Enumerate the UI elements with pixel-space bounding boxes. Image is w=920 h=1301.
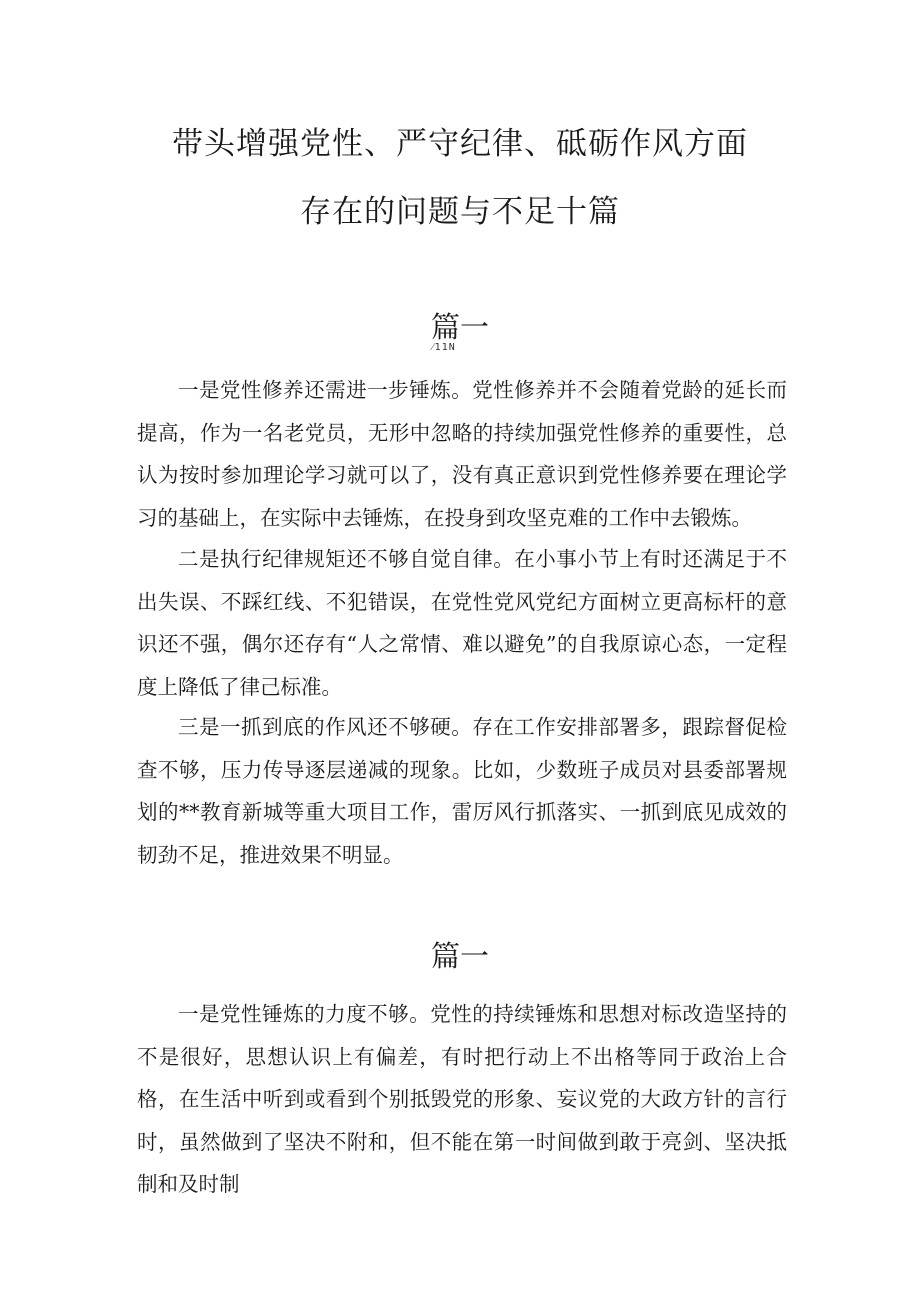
section-2-paragraph-1: 一是党性锤炼的力度不够。党性的持续锤炼和思想对标改造坚持的不是很好，思想认识上有偏差，有时把行动上不出格等同于政治上合格，在生活中听到或看到个别抵毁党的形象、妄议党的大政方针的言行时，虽然做到了坚决不附和，但不能在第一时间做到敢于亮剑、坚决抵制和及时制 <box>137 1002 787 1196</box>
scan-artifact-text: ⁄11N <box>432 342 456 353</box>
section-1-paragraph-1: 一是党性修养还需进一步锤炼。党性修养并不会随着党龄的延长而提高，作为一名老党员，无形中忽略的持续加强党性修养的重要性，总认为按时参加理论学习就可以了，没有真正意识到党性修养要在理论学习的基础上，在实际中去锤炼，在投身到攻坚克难的工作中去锻炼。 <box>137 378 787 530</box>
section-1-heading: 篇一 <box>430 310 489 344</box>
section-2-heading: 篇一 <box>430 939 489 973</box>
document-title-line-2: 存在的问题与不足十篇 <box>300 194 620 230</box>
section-1-paragraph-3: 三是一抓到底的作风还不够硬。存在工作安排部署多，跟踪督促检查不够，压力传导逐层递减的现象。比如，少数班子成员对县委部署规划的**教育新城等重大项目工作，雷厉风行抓落实、一抓到底见成效的韧劲不足，推进效果不明显。 <box>137 715 787 867</box>
section-1-paragraph-2: 二是执行纪律规矩还不够自觉自律。在小事小节上有时还满足于不出失误、不踩红线、不犯错误，在党性党风党纪方面树立更高标杆的意识还不强，偶尔还存有“人之常情、难以避免”的自我原谅心态，一定程度上降低了律己标准。 <box>137 547 787 699</box>
document-title-line-1: 带头增强党性、严守纪律、砥砺作风方面 <box>172 126 748 162</box>
